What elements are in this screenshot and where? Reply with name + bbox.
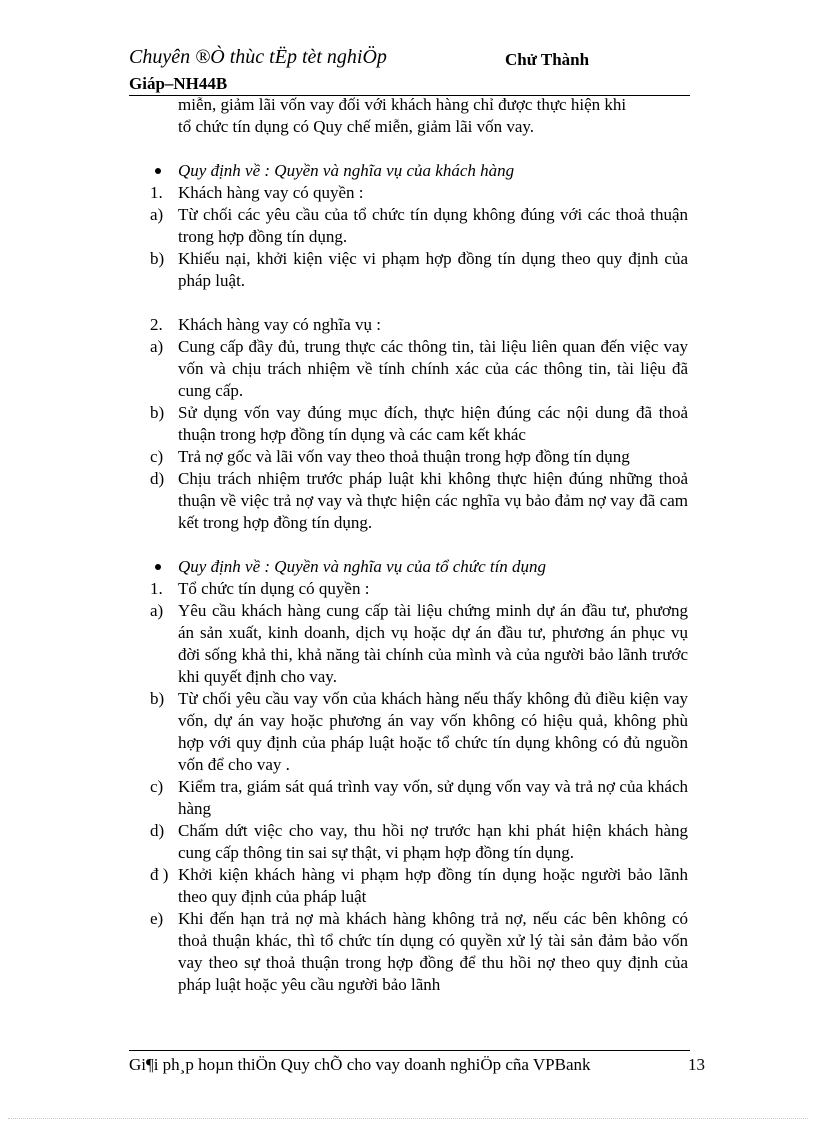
footer-divider — [129, 1050, 690, 1051]
list-item-label: b) — [150, 689, 165, 708]
list-item-text: Yêu cầu khách hàng cung cấp tài liệu chứng minh dự án đầu tư, phương án sản xuất, kinh doanh, dịch vụ hoặc dự án đầu tư, phương án phục vụ đời sống khả thi, khả năng tài chính của mình và của người bảo lãnh trước khi quyết định cho vay. — [178, 601, 688, 686]
subsection-title: 1. Tổ chức tín dụng có quyền : — [150, 579, 370, 598]
list-item-label: a) — [150, 601, 164, 620]
list-item-text: Cung cấp đầy đủ, trung thực các thông tin, tài liệu liên quan đến việc vay vốn và chịu trách nhiệm về tính chính xác của các thông tin, tài liệu đã cung cấp. — [178, 337, 688, 400]
list-item-label: e) — [150, 909, 164, 928]
bullet-icon — [155, 564, 161, 570]
header-title: Chuyên ®Ò thùc tËp tèt nghiÖp — [129, 46, 387, 68]
list-item — [150, 600, 688, 688]
list-item — [150, 336, 688, 402]
section-heading: Quy định về : Quyền và nghĩa vụ của tổ chức tín dụng — [150, 556, 688, 578]
header-author: Chử Thành — [505, 50, 590, 69]
page-boundary — [8, 1118, 808, 1119]
subsection-title: 1. Khách hàng vay có quyền : — [150, 183, 364, 202]
list-item-text: Từ chối yêu cầu vay vốn của khách hàng nếu thấy không đủ điều kiện vay vốn, dự án vay hoặc phương án vay vốn không có hiệu quả, không phù hợp với quy định của pháp luật hoặc tổ chức tín dụng không có đủ nguồn vốn để cho vay . — [178, 689, 688, 774]
list-item-label: c) — [150, 777, 164, 796]
list-item-text: Kiểm tra, giám sát quá trình vay vốn, sử dụng vốn vay và trả nợ của khách hàng — [178, 777, 688, 818]
section-heading: Quy định về : Quyền và nghĩa vụ của khách hàng — [150, 160, 688, 182]
list-item-text: Khiếu nại, khởi kiện việc vi phạm hợp đồng tín dụng theo quy định của pháp luật. — [178, 249, 688, 290]
list-item-label: d) — [150, 469, 165, 488]
bullet-icon — [155, 168, 161, 174]
list-item-text: Khởi kiện khách hàng vi phạm hợp đồng tín dụng hoặc người bảo lãnh theo quy định của pháp luật — [178, 865, 688, 906]
list-item-text: Từ chối các yêu cầu của tổ chức tín dụng không đúng với các thoả thuận trong hợp đồng tín dụng. — [178, 205, 688, 246]
list-item-text: Chịu trách nhiệm trước pháp luật khi không thực hiện đúng những thoả thuận về việc trả nợ vay và thực hiện các nghĩa vụ bảo đảm nợ vay đã cam kết trong hợp đồng tín dụng. — [178, 469, 688, 532]
footer-title: Gi¶i ph¸p hoµn thiÖn Quy chÕ cho vay doanh nghiÖp cña VPBank — [129, 1055, 591, 1074]
list — [150, 204, 688, 292]
page-number: 13 — [688, 1055, 705, 1074]
header-class-code: Giáp–NH44B — [129, 74, 228, 93]
list-item-label: d) — [150, 821, 165, 840]
list-item-label: b) — [150, 249, 165, 268]
list-item — [150, 776, 688, 820]
list-item — [150, 688, 688, 776]
list — [150, 600, 688, 996]
list-item-text: Khi đến hạn trả nợ mà khách hàng không trả nợ, nếu các bên không có thoả thuận khác, thì tổ chức tín dụng có quyền xử lý tài sản đảm bảo vốn vay theo sự thoả thuận trong hợp đồng để thu hồi nợ theo quy định của pháp luật hoặc yêu cầu người bảo lãnh — [178, 909, 688, 994]
page-header — [129, 46, 689, 94]
list-item-label: đ ) — [150, 865, 169, 884]
list-item — [150, 204, 688, 248]
list-item-text: Trả nợ gốc và lãi vốn vay theo thoả thuận trong hợp đồng tín dụng — [178, 447, 630, 466]
list-item — [150, 908, 688, 996]
list-item — [150, 402, 688, 446]
intro-line: miễn, giảm lãi vốn vay đối với khách hàng chỉ được thực hiện khi — [178, 95, 627, 114]
list-item — [150, 468, 688, 534]
list-item — [150, 248, 688, 292]
list-item — [150, 864, 688, 908]
document-body — [150, 94, 688, 996]
list-item-label: b) — [150, 403, 165, 422]
list-item-text: Sử dụng vốn vay đúng mục đích, thực hiện đúng các nội dung đã thoả thuận trong hợp đồng tín dụng và các cam kết khác — [178, 403, 688, 444]
list-item — [150, 820, 688, 864]
intro-line: tổ chức tín dụng có Quy chế miễn, giảm lãi vốn vay. — [178, 117, 535, 136]
list-item-label: a) — [150, 205, 164, 224]
list-item-label: a) — [150, 337, 164, 356]
list-item — [150, 446, 688, 468]
list — [150, 336, 688, 534]
list-item-text: Chấm dứt việc cho vay, thu hồi nợ trước hạn khi phát hiện khách hàng cung cấp thông tin sai sự thật, vi phạm hợp đồng tín dụng. — [178, 821, 688, 862]
list-item-label: c) — [150, 447, 164, 466]
subsection-title: 2. Khách hàng vay có nghĩa vụ : — [150, 315, 381, 334]
